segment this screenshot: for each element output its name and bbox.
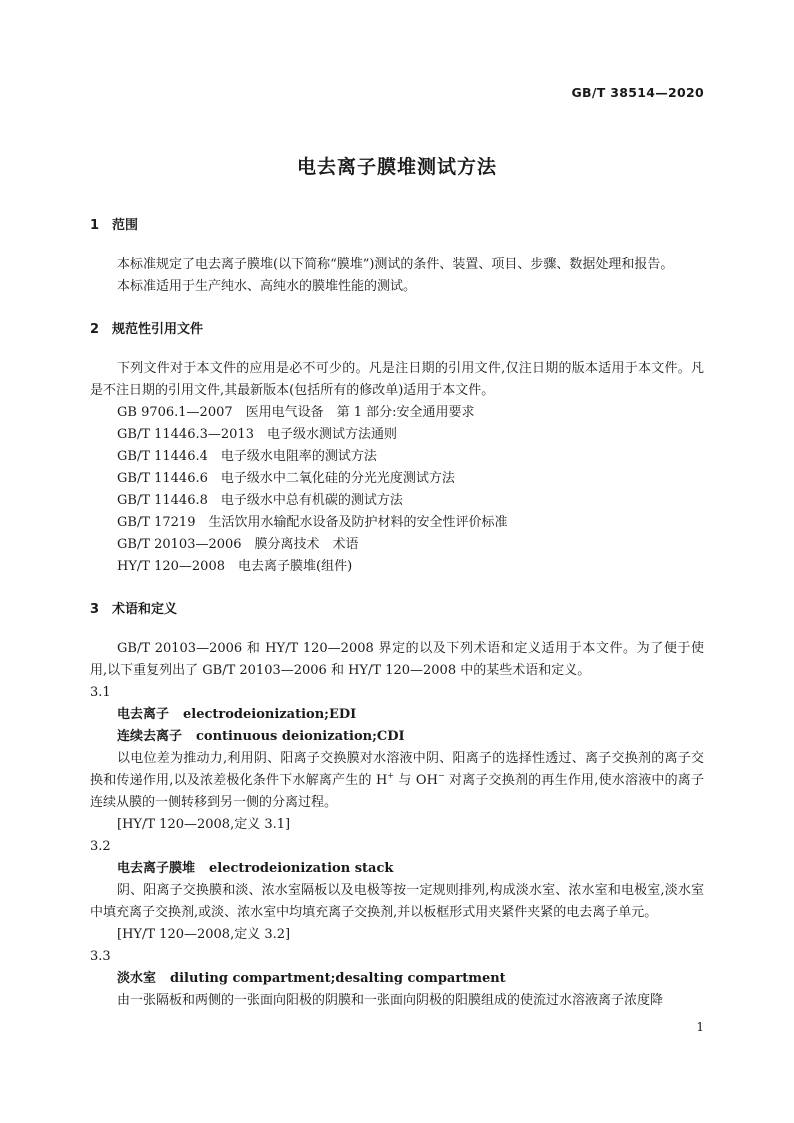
standard-code: GB/T 38514—2020 [571, 85, 704, 100]
section-3-heading [90, 599, 704, 621]
term-definition: 由一张隔板和两侧的一张面向阳极的阴膜和一张面向阴极的阳膜组成的使流过水溶液离子浓度降 [117, 993, 664, 1008]
paragraph: 本标准适用于生产纯水、高纯水的膜堆性能的测试。 [117, 279, 417, 294]
term-en: electrodeionization stack [209, 861, 394, 876]
term-definition: 阴、阳离子交换膜和淡、浓水室隔板以及电极等按一定规则排列,构成淡水室、浓水室和电极室,淡水室中填充离子交换剂,或淡、浓水室中均填充离子交换剂,并以板框形式用夹紧件夹紧的电去离子单元。 [90, 883, 704, 920]
term-entry [90, 968, 704, 990]
paragraph: 下列文件对于本文件的应用是必不可少的。凡是注日期的引用文件,仅注日期的版本适用于本文件。凡是不注日期的引用文件,其最新版本(包括所有的修改单)适用于本文件。 [90, 361, 704, 398]
term-entry [90, 726, 704, 748]
term-zh: 连续去离子 [117, 729, 183, 744]
document-body [90, 215, 704, 1012]
paragraph: GB/T 20103—2006 和 HY/T 120—2008 界定的以及下列术语和定义适用于本文件。为了便于使用,以下重复列出了 GB/T 20103—2006 和 HY/T 120—2008 中的某些术语和定义。 [90, 641, 704, 678]
reference-item: GB/T 17219 生活饮用水输配水设备及防护材料的安全性评价标准 [117, 515, 508, 530]
section-title: 范围 [112, 218, 139, 233]
term-number: 3.1 [90, 685, 111, 700]
term-number: 3.3 [90, 949, 111, 964]
term-zh: 淡水室 [117, 971, 157, 986]
reference-item: GB/T 11446.8 电子级水中总有机碳的测试方法 [117, 493, 403, 508]
citation: [HY/T 120—2008,定义 3.1] [117, 817, 291, 832]
term-number: 3.2 [90, 839, 111, 854]
section-number: 1 [90, 218, 100, 233]
reference-item: GB/T 11446.4 电子级水电阻率的测试方法 [117, 449, 377, 464]
term-en: diluting compartment;desalting compartment [170, 971, 506, 986]
term-en: continuous deionization;CDI [196, 729, 405, 744]
term-definition: 以电位差为推动力,利用阴、阳离子交换膜对水溶液中阴、阳离子的选择性透过、离子交换剂的离子交换和传递作用,以及浓差极化条件下水解离产生的 H+ 与 OH− 对离子交换剂的再生作用,使水溶液中的离子连续从膜的一侧转移到另一侧的分离过程。 [90, 751, 705, 810]
reference-item: GB/T 20103—2006 膜分离技术 术语 [117, 537, 359, 552]
term-zh: 电去离子膜堆 [117, 861, 196, 876]
reference-item: GB/T 11446.3—2013 电子级水测试方法通则 [117, 427, 397, 442]
document-title: 电去离子膜堆测试方法 [296, 156, 497, 178]
page-number: 1 [696, 1020, 704, 1034]
reference-item: HY/T 120—2008 电去离子膜堆(组件) [117, 559, 353, 574]
section-title: 术语和定义 [112, 602, 178, 617]
term-zh: 电去离子 [117, 707, 170, 722]
reference-item: GB 9706.1—2007 医用电气设备 第 1 部分:安全通用要求 [117, 405, 475, 420]
section-number: 3 [90, 602, 100, 617]
reference-item: GB/T 11446.6 电子级水中二氧化硅的分光光度测试方法 [117, 471, 455, 486]
section-title: 规范性引用文件 [112, 322, 204, 337]
citation: [HY/T 120—2008,定义 3.2] [117, 927, 291, 942]
paragraph: 本标准规定了电去离子膜堆(以下简称“膜堆”)测试的条件、装置、项目、步骤、数据处理和报告。 [117, 257, 674, 272]
section-2-heading [90, 319, 704, 341]
term-entry [90, 704, 704, 726]
section-number: 2 [90, 322, 100, 337]
term-entry [90, 858, 704, 880]
term-en: electrodeionization;EDI [183, 707, 357, 722]
section-1-heading [90, 215, 704, 237]
